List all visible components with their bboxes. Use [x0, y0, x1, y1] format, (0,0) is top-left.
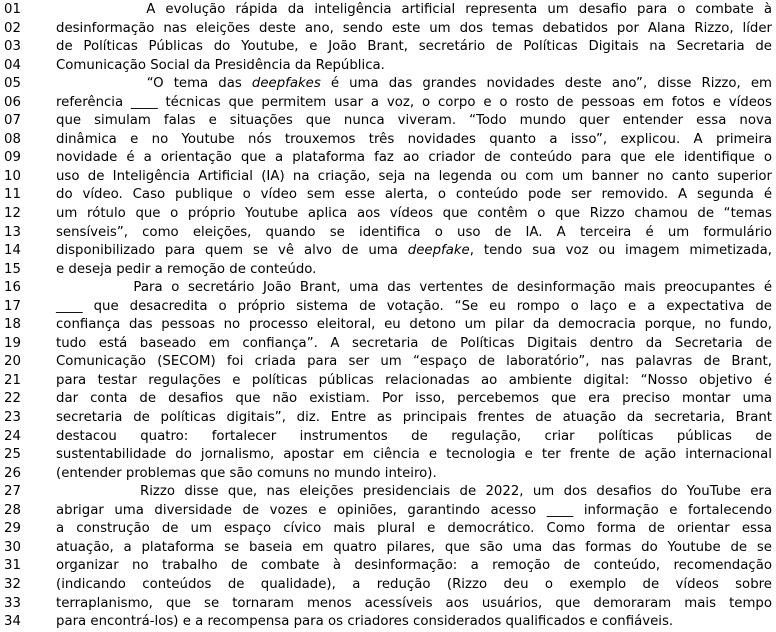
line-text: atuação, a plataforma se baseia em quatro pilares, que são uma das formas do Youtube de se: [56, 539, 772, 555]
text-line: [4, 20, 774, 39]
line-number: 19: [4, 335, 21, 351]
line-number: 04: [4, 57, 21, 73]
line-text: organizar no trabalho de combate à desinformação: a remoção de conteúdo, recomendação: [56, 558, 772, 574]
line-number: 24: [4, 428, 21, 444]
text-line: [4, 353, 774, 372]
line-text: desinformação nas eleições deste ano, sendo este um dos temas debatidos por Alana Rizzo, líder: [56, 20, 772, 36]
line-text: Para o secretário João Brant, uma das vertentes de desinformação mais preocupantes é: [56, 280, 772, 296]
text-line: [4, 446, 774, 465]
line-number: 25: [4, 447, 21, 463]
text-line: [4, 557, 774, 576]
text-line: [4, 428, 774, 447]
line-text: secretaria de políticas digitais”, diz. Entre as principais frentes de atuação da secretaria, Brant: [56, 410, 772, 426]
line-text: do vídeo. Caso publique o vídeo sem esse alerta, o conteúdo pode ser removido. A segunda é: [56, 187, 772, 203]
line-text: sensíveis”, como eleições, quando se identifica o uso de IA. A terceira é um formulário: [56, 224, 772, 240]
line-number: 29: [4, 521, 21, 537]
text-line: [4, 576, 774, 595]
line-number: 28: [4, 502, 21, 518]
line-number: 09: [4, 150, 21, 166]
text-line: [4, 409, 774, 428]
line-number: 02: [4, 20, 21, 36]
text-line: [4, 38, 774, 57]
line-text: (indicando conteúdos de qualidade), a redução (Rizzo deu o exemplo de vídeos sobre: [56, 576, 772, 592]
line-text: para testar regulações e políticas públicas relacionadas ao ambiente digital: “Nosso objetivo é: [56, 372, 772, 388]
line-text: tudo está baseado em confiança”. A secretaria de Políticas Digitais dentro da Secretaria de: [56, 335, 772, 351]
line-text: disponibilizado para quem se vê alvo de uma deepfake, tendo sua voz ou imagem mimetizada,: [56, 243, 772, 259]
text-line: [4, 75, 774, 94]
line-number: 33: [4, 595, 21, 611]
line-text: A evolução rápida da inteligência artificial representa um desafio para o combate à: [56, 2, 772, 17]
text-line: [4, 595, 774, 614]
line-text: destacou quatro: fortalecer instrumentos de regulação, criar políticas públicas de: [56, 428, 772, 444]
line-number: 10: [4, 168, 21, 184]
line-number: 18: [4, 317, 21, 333]
line-text: para encontrá-los) e a recompensa para os criadores considerados qualificados e confiáveis.: [56, 614, 674, 630]
line-text: Comunicação Social da Presidência da República.: [56, 57, 385, 73]
line-text: uso de Inteligência Artificial (IA) na criação, seja na legenda ou com um banner no canto superior: [56, 168, 772, 184]
text-line: [4, 168, 774, 187]
line-text: ____ que desacredita o próprio sistema de votação. “Se eu rompo o laço e a expectativa de: [56, 298, 772, 314]
text-line: [4, 390, 774, 409]
line-text: abrigar uma diversidade de vozes e opiniões, garantindo acesso ____ informação e fortalecendo: [56, 502, 772, 518]
line-text: terraplanismo, que se tornaram menos acessíveis aos usuários, que demoraram mais tempo: [56, 595, 772, 611]
text-line: [4, 57, 774, 76]
text-line: [4, 186, 774, 205]
text-line: [4, 205, 774, 224]
line-number: 31: [4, 558, 21, 574]
document-body: [4, 1, 774, 632]
line-number: 07: [4, 113, 21, 129]
text-line: [4, 520, 774, 539]
line-text: dar conta de desafios que não existiam. Por isso, percebemos que era preciso montar uma: [56, 391, 772, 407]
line-number: 30: [4, 539, 21, 555]
line-number: 13: [4, 224, 21, 240]
text-line: [4, 94, 774, 113]
line-text: confiança das pessoas no processo eleitoral, eu detono um pilar da democracia porque, no fundo,: [56, 317, 772, 333]
text-line: [4, 112, 774, 131]
line-text: sustentabilidade do jornalismo, apostar em ciência e tecnologia e ter frente de ação internacional: [56, 447, 772, 463]
text-line: [4, 465, 774, 484]
text-line: [4, 335, 774, 354]
line-number: 27: [4, 484, 21, 500]
text-line: [4, 279, 774, 298]
line-number: 16: [4, 280, 21, 296]
line-text: “O tema das deepfakes é uma das grandes novidades deste ano”, disse Rizzo, em: [56, 76, 772, 92]
line-text: Rizzo disse que, nas eleições presidenciais de 2022, um dos desafios do YouTube era: [56, 484, 772, 500]
text-line: [4, 613, 774, 632]
line-number: 34: [4, 614, 21, 630]
line-number: 21: [4, 372, 21, 388]
line-text: novidade é a orientação que a plataforma faz ao criador de conteúdo para que ele identifique o: [56, 150, 772, 166]
line-text: dinâmica e no Youtube nós trouxemos três novidades quanto a isso”, explicou. A primeira: [56, 131, 772, 147]
line-number: 14: [4, 243, 21, 259]
line-number: 11: [4, 187, 21, 203]
text-line: [4, 149, 774, 168]
line-text: que simulam falas e situações que nunca viveram. “Todo mundo quer entender essa nova: [56, 113, 772, 129]
line-text: um rótulo que o próprio Youtube aplica aos vídeos que contêm o que Rizzo chamou de “temas: [56, 206, 772, 222]
line-number: 06: [4, 94, 21, 110]
text-line: [4, 483, 774, 502]
line-text: Comunicação (SECOM) foi criada para ser um “espaço de laboratório”, nas palavras de Brant,: [56, 354, 772, 370]
line-number: 23: [4, 410, 21, 426]
line-text: e deseja pedir a remoção de conteúdo.: [56, 261, 317, 277]
text-line: [4, 131, 774, 150]
text-line: [4, 372, 774, 391]
line-text: referência ____ técnicas que permitem usar a voz, o corpo e o rosto de pessoas em fotos e vídeos: [56, 94, 772, 110]
line-number: 08: [4, 131, 21, 147]
line-number: 17: [4, 298, 21, 314]
text-line: [4, 242, 774, 261]
text-line: [4, 539, 774, 558]
line-text: de Políticas Públicas do Youtube, e João Brant, secretário de Políticas Digitais na Secretaria de: [56, 39, 772, 55]
line-text: (entender problemas que são comuns no mundo inteiro).: [56, 465, 437, 481]
line-number: 05: [4, 76, 21, 92]
text-line: [4, 224, 774, 243]
line-number: 12: [4, 206, 21, 222]
line-number: 15: [4, 261, 21, 277]
line-number: 20: [4, 354, 21, 370]
line-number: 22: [4, 391, 21, 407]
text-line: [4, 316, 774, 335]
line-number: 01: [4, 2, 21, 17]
text-line: [4, 502, 774, 521]
line-number: 32: [4, 576, 21, 592]
text-line: [4, 298, 774, 317]
line-number: 26: [4, 465, 21, 481]
text-line: [4, 1, 774, 20]
text-line: [4, 261, 774, 280]
line-number: 03: [4, 39, 21, 55]
line-text: a construção de um espaço cívico mais plural e democrático. Como forma de orientar essa: [56, 521, 772, 537]
